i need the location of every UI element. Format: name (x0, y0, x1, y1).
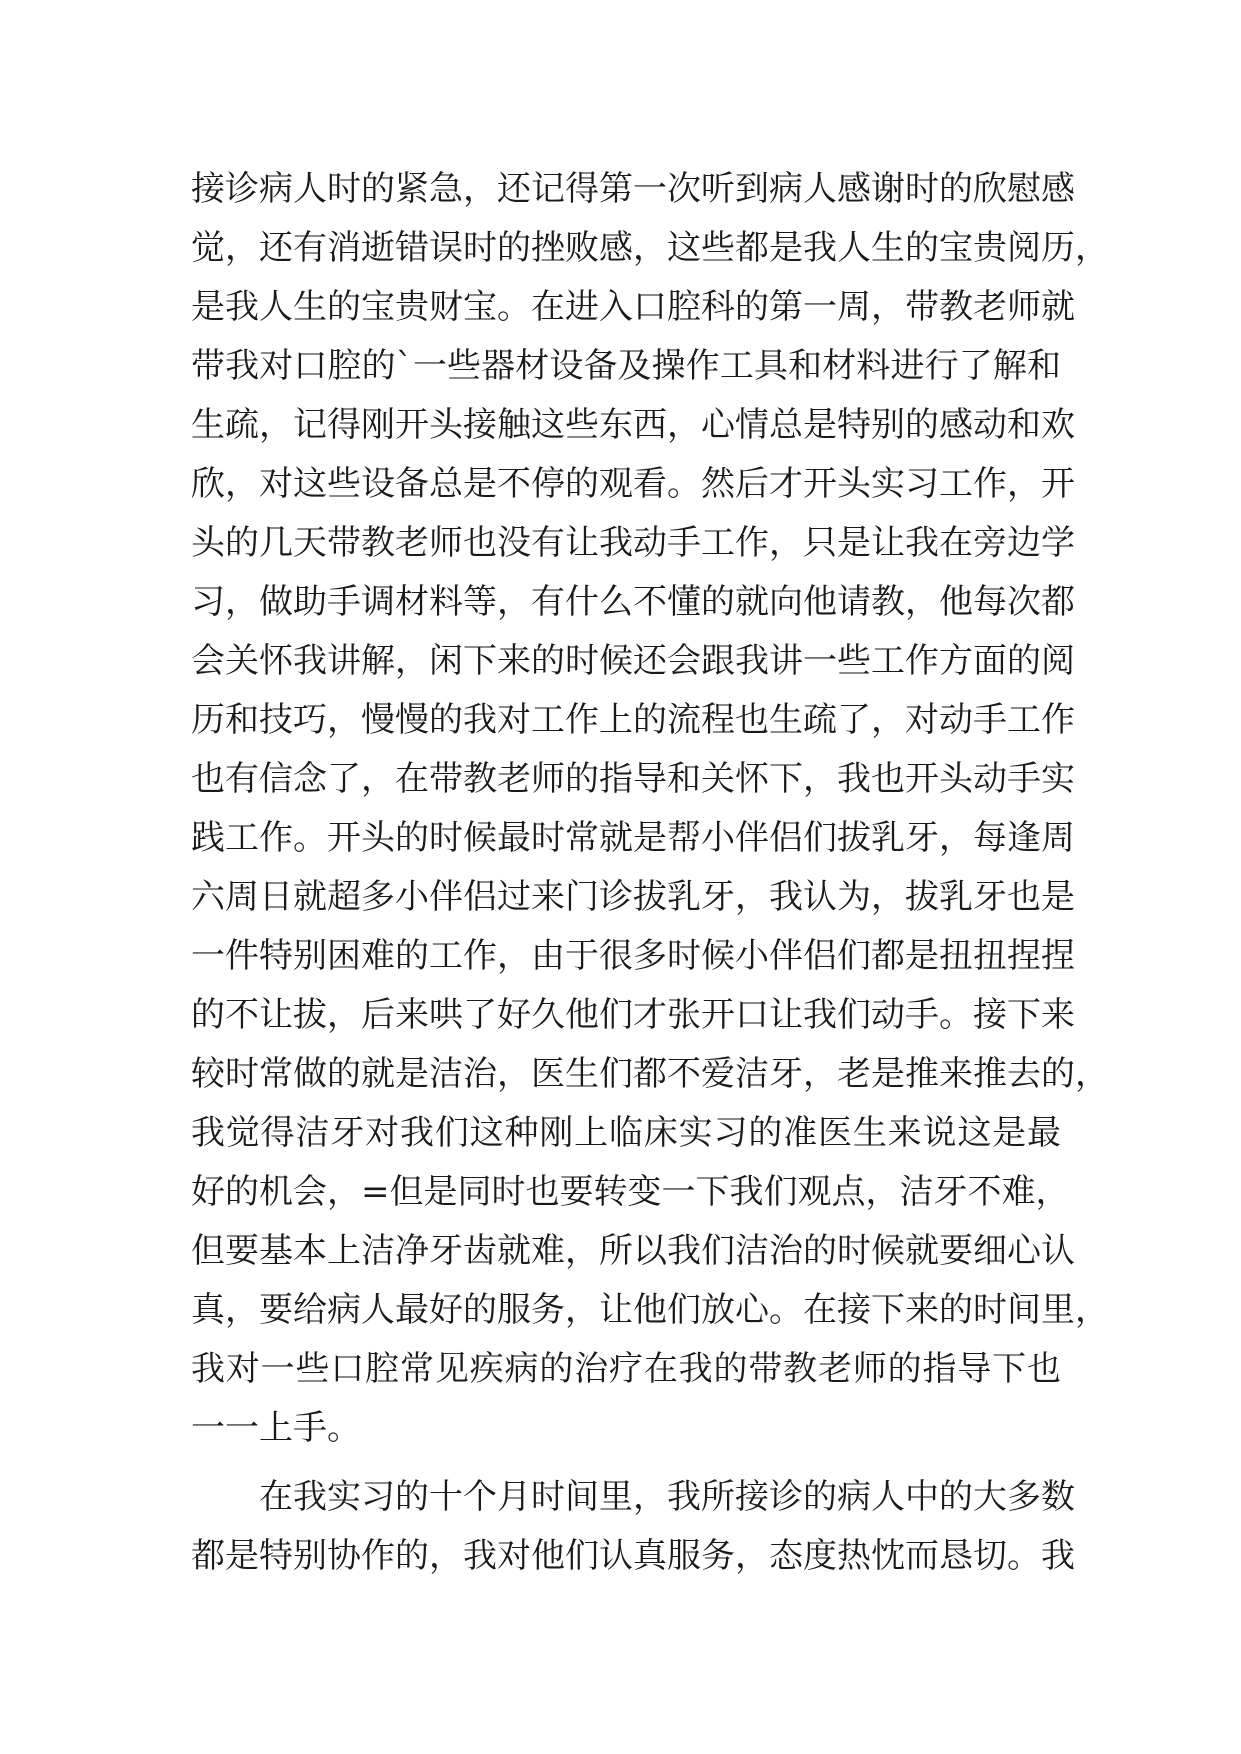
text-line: 好的机会，=但是同时也要转变一下我们观点，洁牙不难， (191, 1172, 1070, 1212)
text-line: 带我对口腔的`一些器材设备及操作工具和材料进行了解和 (191, 346, 1061, 386)
text-line: 觉，还有消逝错误时的挫败感，这些都是我人生的宝贵阅历， (191, 228, 1109, 268)
paragraph-spacer (191, 1458, 1061, 1468)
text-line: 头的几天带教老师也没有让我动手工作，只是让我在旁边学 (191, 523, 1075, 563)
text-line: 六周日就超多小伴侣过来门诊拔乳牙，我认为，拔乳牙也是 (191, 877, 1075, 917)
text-line: 会关怀我讲解，闲下来的时候还会跟我讲一些工作方面的阅 (191, 641, 1075, 681)
text-line: 欣，对这些设备总是不停的观看。然后才开头实习工作，开 (191, 464, 1075, 504)
text-line: 的不让拔，后来哄了好久他们才张开口让我们动手。接下来 (191, 995, 1075, 1035)
text-line: 生疏，记得刚开头接触这些东西，心情总是特别的感动和欢 (191, 405, 1075, 445)
text-line: 践工作。开头的时候最时常就是帮小伴侣们拔乳牙，每逢周 (191, 818, 1075, 858)
text-line: 一件特别困难的工作，由于很多时候小伴侣们都是扭扭捏捏 (191, 936, 1075, 976)
text-line: 是我人生的宝贵财宝。在进入口腔科的第一周，带教老师就 (191, 287, 1075, 327)
paragraph-2 (191, 1468, 1075, 1586)
text-line: 但要基本上洁净牙齿就难，所以我们洁治的时候就要细心认 (191, 1231, 1075, 1271)
text-line: 较时常做的就是洁治，医生们都不爱洁牙，老是推来推去的， (191, 1054, 1109, 1094)
text-line: 也有信念了，在带教老师的指导和关怀下，我也开头动手实 (191, 759, 1075, 799)
text-line: 我对一些口腔常见疾病的治疗在我的带教老师的指导下也 (191, 1349, 1061, 1389)
text-line: 在我实习的十个月时间里，我所接诊的病人中的大多数 (259, 1477, 1075, 1517)
text-line: 真，要给病人最好的服务，让他们放心。在接下来的时间里， (191, 1290, 1109, 1330)
paragraph-1 (191, 160, 1109, 1458)
text-line: 习，做助手调材料等，有什么不懂的就向他请教，他每次都 (191, 582, 1075, 622)
text-line: 都是特别协作的，我对他们认真服务，态度热忱而恳切。我 (191, 1536, 1075, 1576)
text-line: 接诊病人时的紧急，还记得第一次听到病人感谢时的欣慰感 (191, 169, 1075, 209)
text-line: 我觉得洁牙对我们这种刚上临床实习的准医生来说这是最 (191, 1113, 1061, 1153)
text-line: 历和技巧，慢慢的我对工作上的流程也生疏了，对动手工作 (191, 700, 1075, 740)
text-line: 一一上手。 (191, 1408, 361, 1448)
body-text (191, 160, 1109, 1586)
